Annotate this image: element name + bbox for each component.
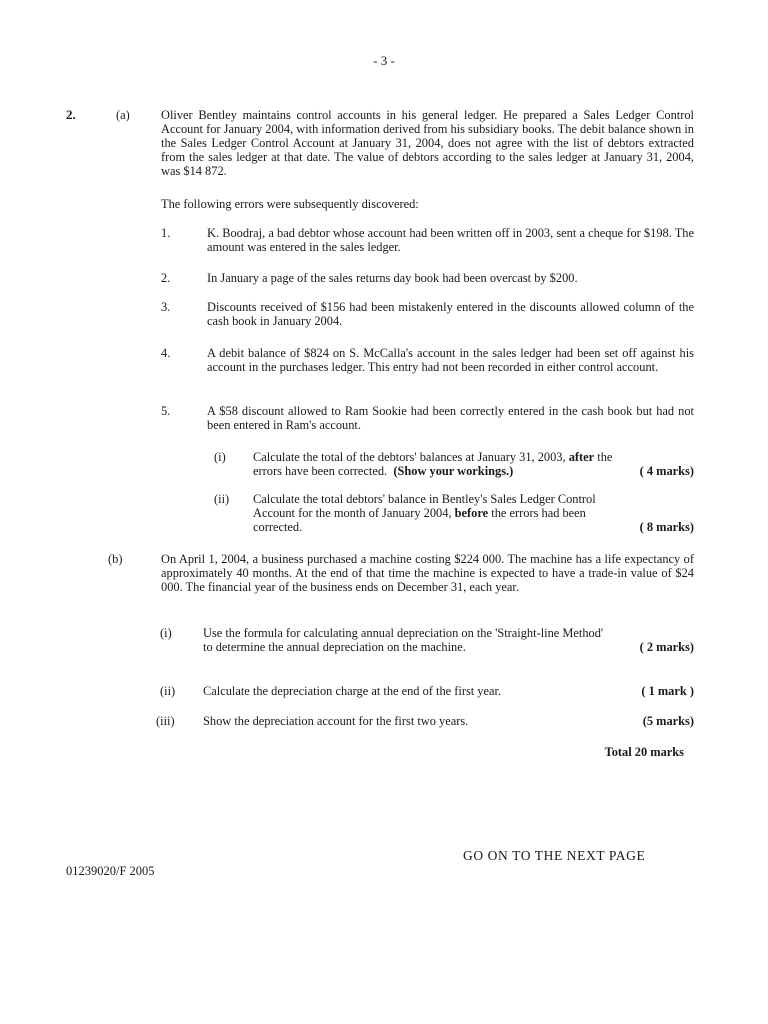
error-text: A debit balance of $824 on S. McCalla's account in the sales ledger had been set off against his account in the purchases ledger. This entry had not been recorded in either control account.	[207, 346, 694, 374]
error-number: 5.	[161, 404, 171, 418]
error-text: Discounts received of $156 had been mistakenly entered in the discounts allowed column of the cash book in January 2004.	[207, 300, 694, 328]
part-b-label: (b)	[108, 552, 123, 566]
marks: (5 marks)	[642, 714, 694, 728]
error-text: A $58 discount allowed to Ram Sookie had been correctly entered in the cash book but had not been entered in Ram's account.	[207, 404, 694, 432]
marks: ( 1 mark )	[641, 684, 694, 698]
sub-question-number: (i)	[214, 450, 226, 464]
text-line: errors have been corrected. (Show your workings.) ( 4 marks)	[253, 464, 694, 478]
sub-question-number: (i)	[160, 626, 172, 640]
sub-question-a-ii	[253, 492, 694, 534]
question-number: 2.	[66, 107, 76, 122]
error-number: 4.	[161, 346, 171, 360]
sub-question-b-ii: Calculate the depreciation charge at the end of the first year. ( 1 mark )	[203, 684, 694, 698]
marks: ( 2 marks)	[639, 640, 694, 654]
sub-question-a-i	[253, 450, 694, 478]
part-a-intro: Oliver Bentley maintains control accounts in his general ledger. He prepared a Sales Ledger Control Account for January 2004, with information derived from his subsidiary books. The debit balance shown in the Sales Ledger Control Account at January 31, 2004, does not agree with the list of debtors extracted from the sales ledger at that date. The value of debtors according to the sales ledger at January 31, 2004, was $14 872.	[161, 108, 694, 178]
error-text: K. Boodraj, a bad debtor whose account had been written off in 2003, sent a cheque for $198. The amount was entered in the sales ledger.	[207, 226, 694, 254]
paper-code: 01239020/F 2005	[66, 864, 155, 878]
errors-intro: The following errors were subsequently discovered:	[161, 197, 419, 211]
text-line: to determine the annual depreciation on the machine. ( 2 marks)	[203, 640, 694, 654]
page-number: - 3 -	[373, 53, 395, 68]
text-line: Calculate the total of the debtors' balances at January 31, 2003, after the	[253, 450, 613, 464]
go-on-notice: GO ON TO THE NEXT PAGE	[463, 848, 646, 863]
error-number: 3.	[161, 300, 171, 314]
text-line: Use the formula for calculating annual depreciation on the 'Straight-line Method'	[203, 626, 604, 640]
sub-question-b-i	[203, 626, 694, 654]
part-a-label: (a)	[116, 108, 130, 122]
sub-question-number: (ii)	[160, 684, 176, 698]
text-line: Calculate the total debtors' balance in Bentley's Sales Ledger Control	[253, 492, 596, 506]
sub-question-number: (iii)	[156, 714, 175, 728]
error-number: 1.	[161, 226, 171, 240]
total-marks: Total 20 marks	[604, 745, 684, 759]
error-text: In January a page of the sales returns day book had been overcast by $200.	[207, 271, 578, 285]
error-number: 2.	[161, 271, 171, 285]
text-line: corrected. ( 8 marks)	[253, 520, 694, 534]
sub-question-number: (ii)	[214, 492, 230, 506]
marks: ( 8 marks)	[639, 520, 694, 534]
part-b-intro: On April 1, 2004, a business purchased a machine costing $224 000. The machine has a life expectancy of approximately 40 months. At the end of that time the machine is expected to have a trade-in value of $24 000. The financial year of the business ends on December 31, each year.	[161, 552, 694, 594]
marks: ( 4 marks)	[639, 464, 694, 478]
text-line: Account for the month of January 2004, before the errors had been	[253, 506, 586, 520]
sub-question-b-iii: Show the depreciation account for the first two years. (5 marks)	[203, 714, 694, 728]
